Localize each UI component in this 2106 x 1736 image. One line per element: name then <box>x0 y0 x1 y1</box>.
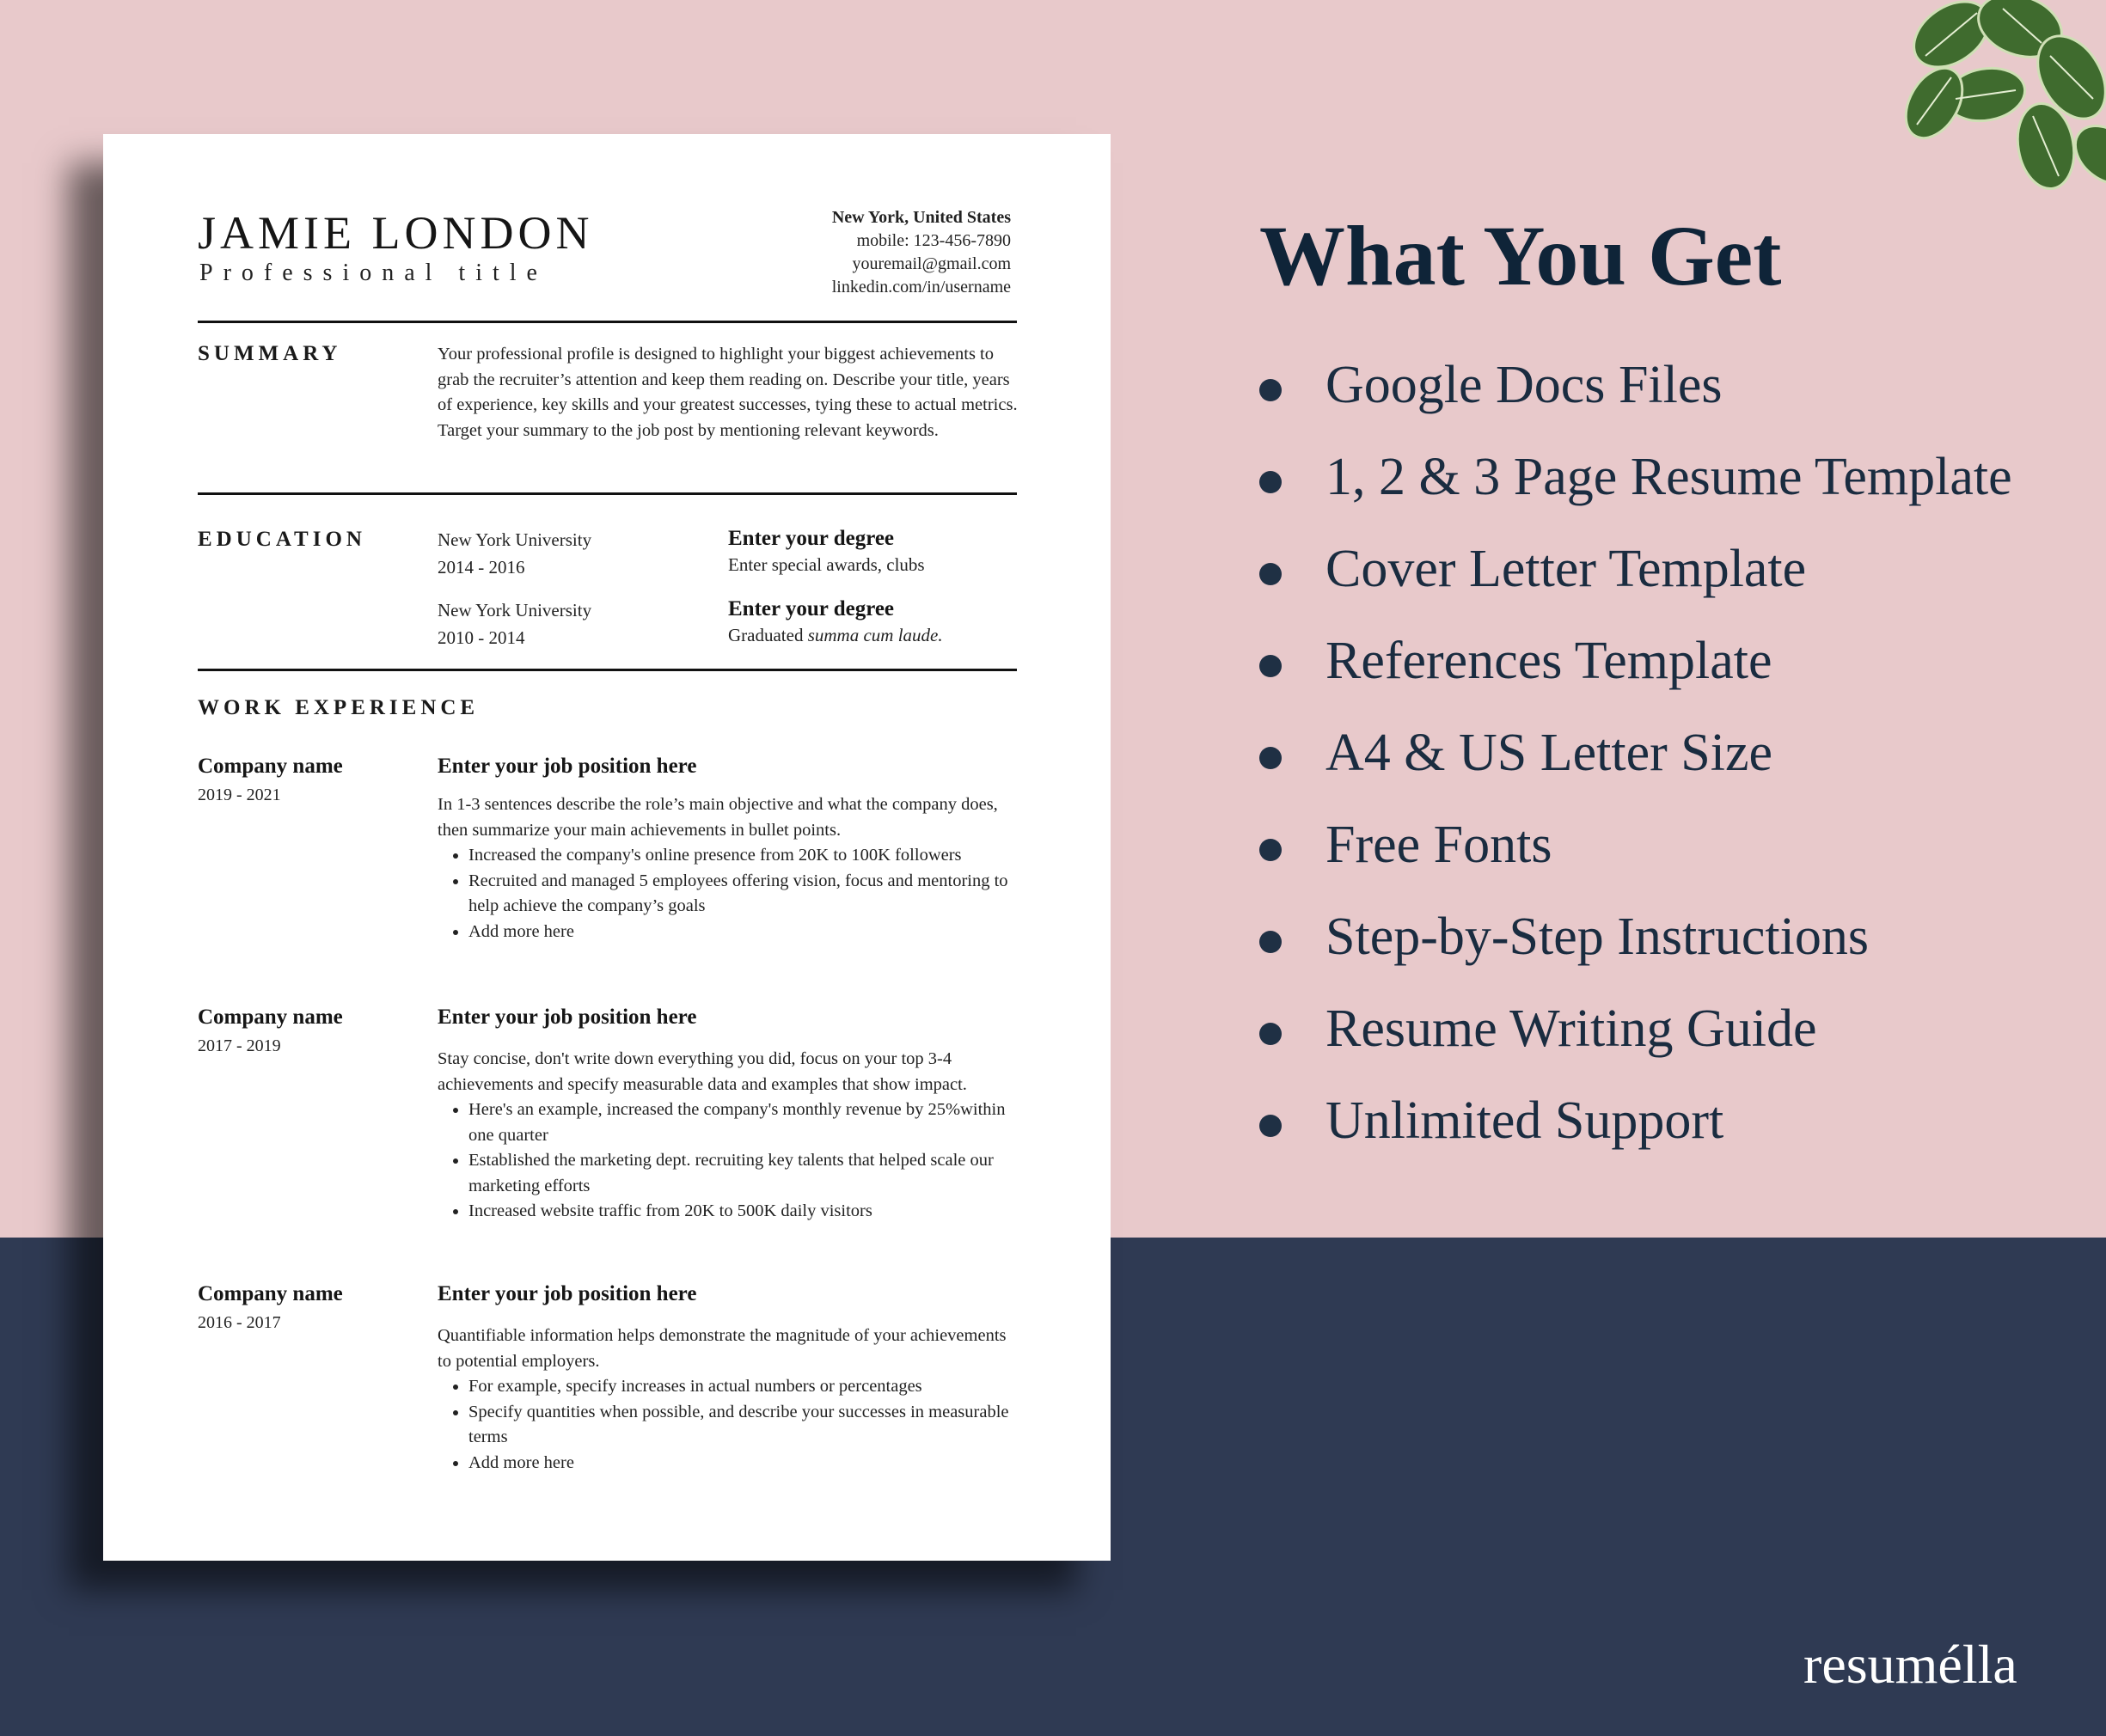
bullet-dot-icon <box>1259 655 1282 677</box>
company-name: Company name <box>198 1006 343 1029</box>
divider <box>198 321 1017 323</box>
job-description: In 1-3 sentences describe the role’s main objective and what the company does, then summarize your main achievements in bullet points. • Increased the company's online presence from 20K to 100K followers • Recruited and managed 5 employees offering vision, focus and mentoring to help achieve the company’s goals • Add more here <box>438 792 1022 944</box>
bullet-item: • Add more here <box>468 920 1022 945</box>
school-years: 2010 - 2014 <box>438 627 525 648</box>
bullet-dot-icon <box>1259 471 1282 493</box>
bullet-dot-icon <box>1259 379 1282 401</box>
bullet-dot-icon <box>1259 747 1282 769</box>
feature-item: Step-by-Step Instructions <box>1259 902 2012 994</box>
school-years: 2014 - 2016 <box>438 557 525 578</box>
job-description: Stay concise, don't write down everything you did, focus on your top 3-4 achievements and specify measurable data and examples that show impact. • Here's an example, increased the company's monthly revenue by 25%within one quarter • Established the marketing dept. recruiting key talents that helped scale our marketing efforts • Increased website traffic from 20K to 500K daily visitors <box>438 1047 1022 1225</box>
resume-professional-title: Professional title <box>199 260 548 286</box>
feature-item: Unlimited Support <box>1259 1086 2012 1178</box>
job-bullets <box>438 1097 1022 1225</box>
job-dates: 2019 - 2021 <box>198 785 281 804</box>
resume-page <box>103 134 1111 1561</box>
bullet-item: • Recruited and managed 5 employees offering vision, focus and mentoring to help achieve the company’s goals <box>468 869 1022 920</box>
contact-mobile: mobile: 123-456-7890 <box>856 231 1011 250</box>
contact-location: New York, United States <box>831 208 1011 227</box>
company-name: Company name <box>198 755 343 778</box>
bullet-dot-icon <box>1259 1115 1282 1137</box>
company-name: Company name <box>198 1282 343 1305</box>
bullet-dot-icon <box>1259 931 1282 953</box>
bullet-item: • Add more here <box>468 1451 1022 1476</box>
bullet-dot-icon <box>1259 1023 1282 1045</box>
divider <box>198 669 1017 671</box>
school-name: New York University <box>438 529 592 550</box>
education-entry-degree <box>728 526 925 578</box>
contact-email: youremail@gmail.com <box>852 254 1011 273</box>
contact-linkedin: linkedin.com/in/username <box>831 278 1011 296</box>
bullet-item: • For example, specify increases in actual numbers or percentages <box>468 1374 1022 1400</box>
bullet-item: • Here's an example, increased the company's monthly revenue by 25%within one quarter <box>468 1097 1022 1148</box>
bullet-item: • Established the marketing dept. recruiting key talents that helped scale our marketing efforts <box>468 1148 1022 1199</box>
job-position: Enter your job position here <box>438 755 697 778</box>
work-experience-heading: WORK EXPERIENCE <box>198 696 480 719</box>
feature-item: Free Fonts <box>1259 810 2012 902</box>
bullet-dot-icon <box>1259 839 1282 861</box>
education-entry-degree <box>728 596 943 648</box>
feature-item: Google Docs Files <box>1259 351 2012 443</box>
job-bullets <box>438 1374 1022 1476</box>
degree-note: Enter special awards, clubs <box>728 554 925 575</box>
summary-text: Your professional profile is designed to highlight your biggest achievements to grab the recruiter’s attention and keep them reading on. Describe your title, years of experience, key skills and your greatest successes, tying these to actual metrics. Target your summary to the job post by mentioning relevant keywords. <box>438 345 1018 440</box>
degree-title: Enter your degree <box>728 527 895 550</box>
school-name: New York University <box>438 600 592 620</box>
education-entry-school <box>438 596 591 651</box>
bullet-item: • Specify quantities when possible, and describe your successes in measurable terms <box>468 1400 1022 1451</box>
feature-item: Cover Letter Template <box>1259 535 2012 627</box>
feature-item: 1, 2 & 3 Page Resume Template <box>1259 443 2012 535</box>
feature-list <box>1259 351 2012 1178</box>
summary-heading: SUMMARY <box>198 342 342 365</box>
education-heading: EDUCATION <box>198 528 366 551</box>
resume-name: JAMIE LONDON <box>198 207 594 259</box>
promo-heading: What You Get <box>1259 208 1782 303</box>
plant-leaves-icon <box>1857 0 2106 249</box>
feature-item: References Template <box>1259 627 2012 718</box>
job-position: Enter your job position here <box>438 1282 697 1305</box>
education-entry-school <box>438 526 591 581</box>
job-bullets <box>438 843 1022 944</box>
degree-title: Enter your degree <box>728 597 895 620</box>
bullet-item: • Increased website traffic from 20K to 500K daily visitors <box>468 1199 1022 1225</box>
job-dates: 2017 - 2019 <box>198 1036 281 1055</box>
bullet-item: • Increased the company's online presence from 20K to 100K followers <box>468 843 1022 869</box>
job-description: Quantifiable information helps demonstrate the magnitude of your achievements to potential employers. • For example, specify increases in actual numbers or percentages • Specify quantities when possible, and describe your successes in measurable terms • Add more here <box>438 1323 1022 1476</box>
job-dates: 2016 - 2017 <box>198 1313 281 1332</box>
divider <box>198 492 1017 495</box>
bullet-dot-icon <box>1259 563 1282 585</box>
degree-note: Graduated summa cum laude. <box>728 625 943 645</box>
brand-logo: resumélla <box>1803 1634 2017 1695</box>
feature-item: Resume Writing Guide <box>1259 994 2012 1086</box>
job-position: Enter your job position here <box>438 1006 697 1029</box>
feature-item: A4 & US Letter Size <box>1259 718 2012 810</box>
contact-block <box>832 206 1011 299</box>
